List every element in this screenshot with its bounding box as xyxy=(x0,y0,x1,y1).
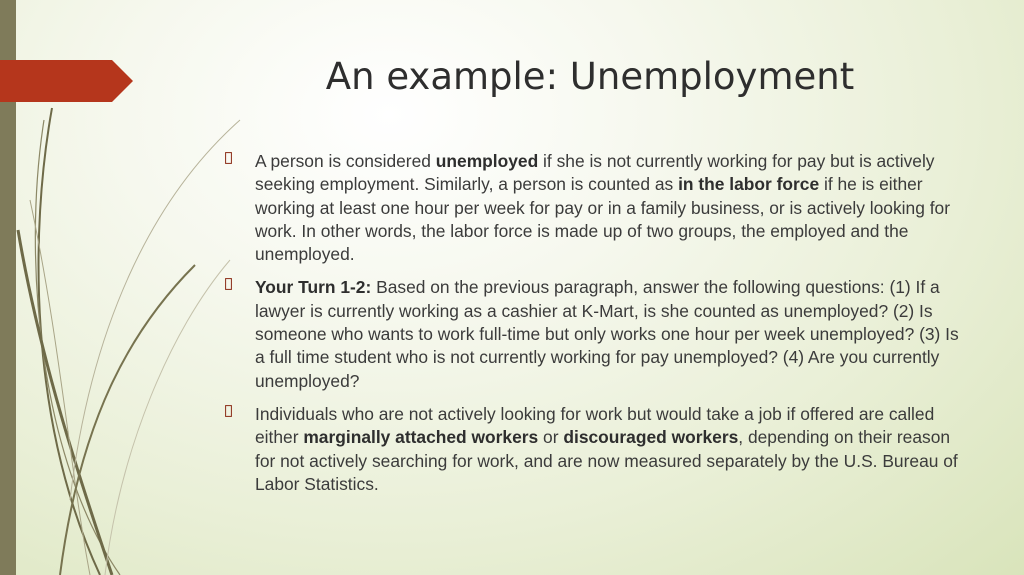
bullet-text: , depending on their reason for not actively searching for work, and are now measured separately by the U.S. Bureau of Labor Statistics. xyxy=(255,427,958,494)
bold-term: in the labor force xyxy=(678,174,820,195)
bold-term: marginally attached workers xyxy=(303,427,539,448)
square-outline-icon xyxy=(225,278,232,290)
title-accent-arrow xyxy=(0,60,133,102)
bold-term: unemployed xyxy=(435,151,539,171)
bullet-item xyxy=(225,276,965,392)
bold-term: Your Turn 1-2: xyxy=(255,277,372,298)
square-outline-icon xyxy=(225,405,232,417)
slide-title: An example: Unemployment xyxy=(325,55,855,98)
bullet-list xyxy=(225,150,965,506)
bold-term: discouraged workers xyxy=(563,427,739,448)
bullet-text: Based on the previous paragraph, answer the following questions: (1) If a lawyer is currently working as a cashier at K-Mart, is she counted as unemployed? (2) Is someone who wants to work full-time but only works one hour per week unemployed? (3) Is a full time student who is not currently working for pay unemployed? (4) Are you currently unemployed? xyxy=(255,277,959,391)
bullet-item xyxy=(225,150,965,266)
bullet-text: if she is not currently working for pay but is actively seeking employment. Similarly, a person is counted as xyxy=(255,151,935,195)
bullet-text: Individuals who are not actively looking for work but would take a job if offered are called either xyxy=(255,403,935,448)
bullet-text: if he is either working at least one hour per week for pay or in a family business, or is actively looking for work. In other words, the labor force is made up of two groups, the employed and the unemployed. xyxy=(255,174,950,265)
bullet-item xyxy=(225,403,965,496)
bullet-text: A person is considered xyxy=(255,151,436,171)
square-outline-icon xyxy=(225,152,232,164)
bullet-text: or xyxy=(538,427,564,448)
